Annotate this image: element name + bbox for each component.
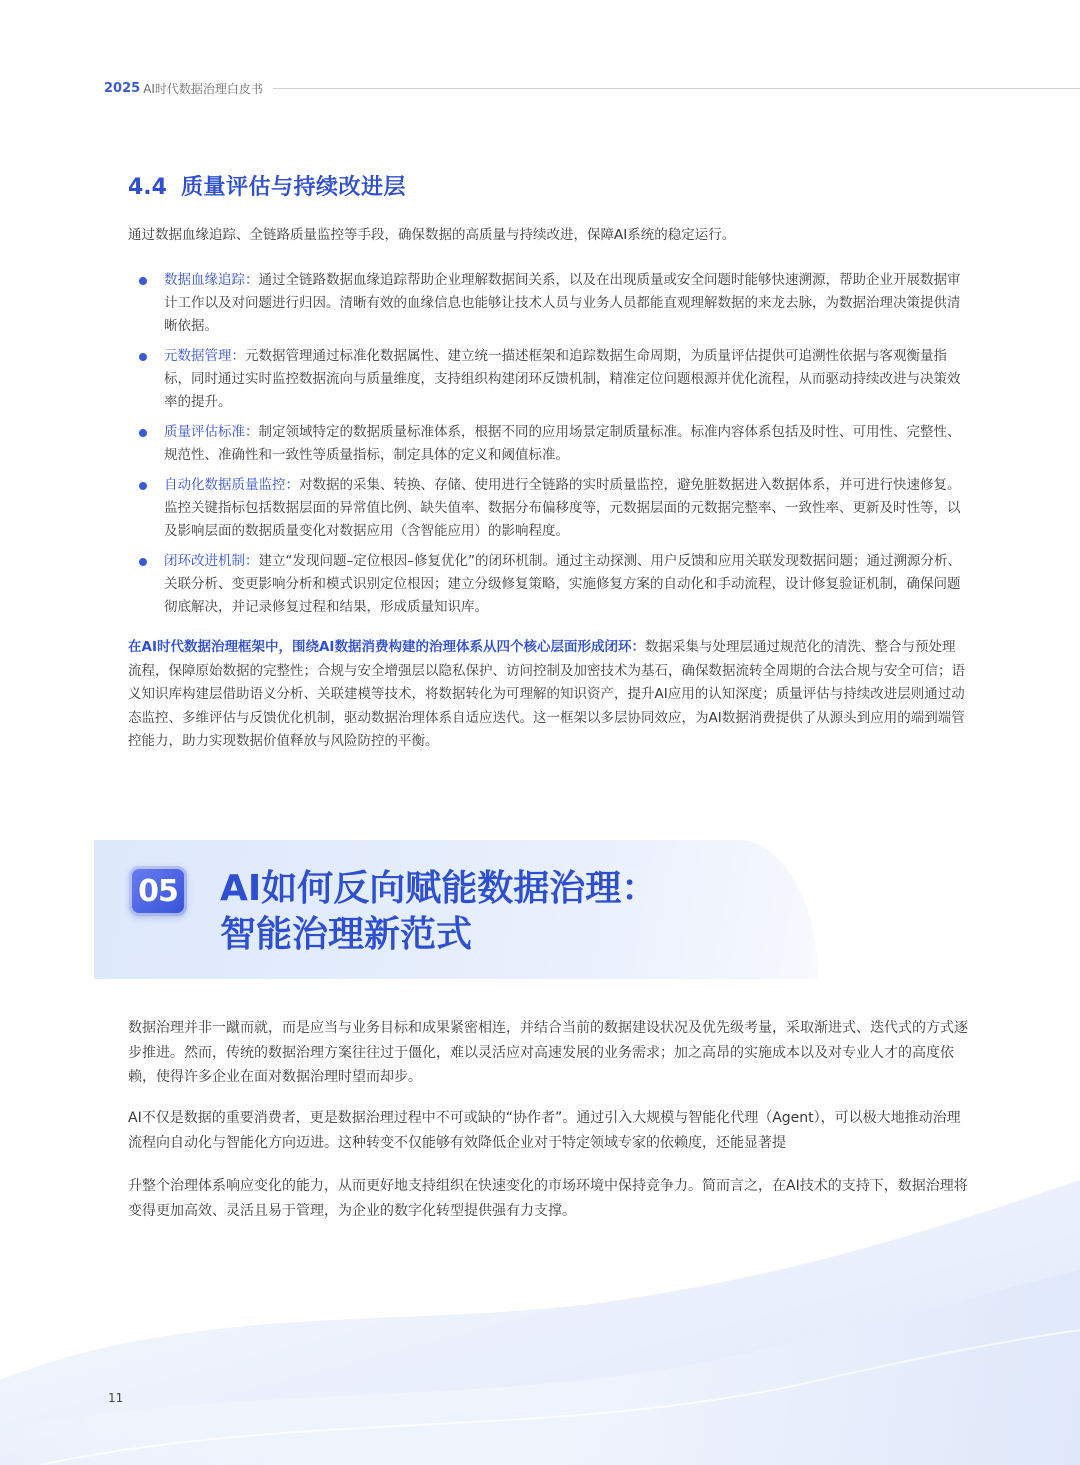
bullet-list xyxy=(138,269,966,626)
page-number: 11 xyxy=(108,1391,124,1405)
section-heading xyxy=(128,170,406,201)
bullet-dot-icon xyxy=(139,558,147,566)
chapter-title xyxy=(220,866,800,958)
bullet-text: 通过全链路数据血缘追踪帮助企业理解数据间关系，以及在出现质量或安全问题时能够快速溯源，帮助企业开展数据审计工作以及对问题进行归因。清晰有效的血缘信息也能够让技术人员与业务人员都能直观理解数据的来龙去脉，为数据治理决策提供清晰依据。 xyxy=(164,272,961,334)
header-title: AI时代数据治理白皮书 xyxy=(143,81,263,96)
bullet-item-lineage xyxy=(138,269,966,338)
bullet-term: 自动化数据质量监控 xyxy=(164,477,286,493)
bullet-term: 元数据管理 xyxy=(164,348,232,364)
bullet-item-closed-loop xyxy=(138,550,966,619)
bullet-colon: ： xyxy=(245,272,259,288)
bullet-colon: ： xyxy=(231,348,245,364)
summary-text: 数据采集与处理层通过规范化的清洗、整合与预处理流程，保障原始数据的完整性；合规与安全增强层以隐私保护、访问控制及加密技术为基石，确保数据流转全周期的合法合规与安全可信；语义知识库构建层借助语义分析、关联建模等技术，将数据转化为可理解的知识资产，提升AI应用的认知深度；质量评估与持续改进层则通过动态监控、多维评估与反馈优化机制，驱动数据治理体系自适应迭代。这一框架以多层协同效应，为AI数据消费提供了从源头到应用的端到端管控能力，助力实现数据价值释放与风险防控的平衡。 xyxy=(128,639,965,749)
chapter-number: 05 xyxy=(138,873,178,909)
header-year: 2025 xyxy=(104,80,141,96)
body-paragraph: AI不仅是数据的重要消费者，更是数据治理过程中不可或缺的“协作者”。通过引入大规模与智能化代理（Agent），可以极大地推动治理流程向自动化与智能化方向迈进。这种转变不仅能够有效降低企业对于特定领域专家的依赖度，还能显著提 xyxy=(128,1110,961,1151)
section-summary xyxy=(128,636,968,754)
bullet-dot-icon xyxy=(139,277,147,285)
bullet-dot-icon xyxy=(139,429,147,437)
chapter-number-badge xyxy=(129,866,187,916)
bullet-text: 建立“发现问题–定位根因–修复优化”的闭环机制。通过主动探测、用户反馈和应用关联发现数据问题；通过溯源分析、关联分析、变更影响分析和模式识别定位根因；建立分级修复策略，实施修复方案的自动化和手动流程，设计修复验证机制，确保问题彻底解决，并记录修复过程和结果，形成质量知识库。 xyxy=(164,553,961,615)
bullet-dot-icon xyxy=(139,482,147,490)
bullet-text: 元数据管理通过标准化数据属性、建立统一描述框架和追踪数据生命周期，为质量评估提供可追溯性依据与客观衡量指标，同时通过实时监控数据流向与质量维度，支持组织构建闭环反馈机制，精准定位问题根源并优化流程，从而驱动持续改进与决策效率的提升。 xyxy=(164,348,961,410)
chapter-title-line1: AI如何反向赋能数据治理： xyxy=(220,868,658,909)
bullet-item-quality-standard xyxy=(138,421,966,467)
bullet-colon: ： xyxy=(285,477,299,493)
bullet-term: 闭环改进机制 xyxy=(164,553,245,569)
section-title: 质量评估与持续改进层 xyxy=(180,175,406,200)
section-intro: 通过数据血缘追踪、全链路质量监控等手段，确保数据的高质量与持续改进，保障AI系统的稳定运行。 xyxy=(128,227,736,243)
bullet-item-auto-monitoring xyxy=(138,474,966,543)
bullet-term: 质量评估标准 xyxy=(164,424,245,440)
body-paragraph: 数据治理并非一蹴而就，而是应当与业务目标和成果紧密相连，并结合当前的数据建设状况及优先级考量，采取渐进式、迭代式的方式逐步推进。然而，传统的数据治理方案往往过于僵化，难以灵活应对高速发展的业务需求；加之高昂的实施成本以及对专业人才的高度依赖，使得许多企业在面对数据治理时望而却步。 xyxy=(128,1020,968,1085)
bullet-text: 制定领域特定的数据质量标准体系，根据不同的应用场景定制质量标准。标准内容体系包括及时性、可用性、完整性、规范性、准确性和一致性等质量指标，制定具体的定义和阈值标准。 xyxy=(164,424,961,463)
bullet-colon: ： xyxy=(245,553,259,569)
bullet-text: 对数据的采集、转换、存储、使用进行全链路的实时质量监控，避免脏数据进入数据体系，并可进行快速修复。监控关键指标包括数据层面的异常值比例、缺失值率、数据分布偏移度等，元数据层面的元数据完整率、一致性率、更新及时性等，以及影响层面的数据质量变化对数据应用（含智能应用）的影响程度。 xyxy=(164,477,961,539)
body-paragraph: 升整个治理体系响应变化的能力，从而更好地支持组织在快速变化的市场环境中保持竞争力。简而言之，在AI技术的支持下，数据治理将变得更加高效、灵活且易于管理，为企业的数字化转型提供强有力支撑。 xyxy=(128,1178,968,1219)
running-header xyxy=(104,78,1080,98)
bullet-item-metadata xyxy=(138,345,966,414)
bullet-dot-icon xyxy=(139,353,147,361)
section-number: 4.4 xyxy=(128,175,167,200)
header-rule xyxy=(273,88,1080,89)
bullet-colon: ： xyxy=(245,424,259,440)
summary-lead: 在AI时代数据治理框架中，围绕AI数据消费构建的治理体系从四个核心层面形成闭环： xyxy=(128,639,645,655)
bullet-term: 数据血缘追踪 xyxy=(164,272,245,288)
chapter-title-line2: 智能治理新范式 xyxy=(220,914,473,955)
